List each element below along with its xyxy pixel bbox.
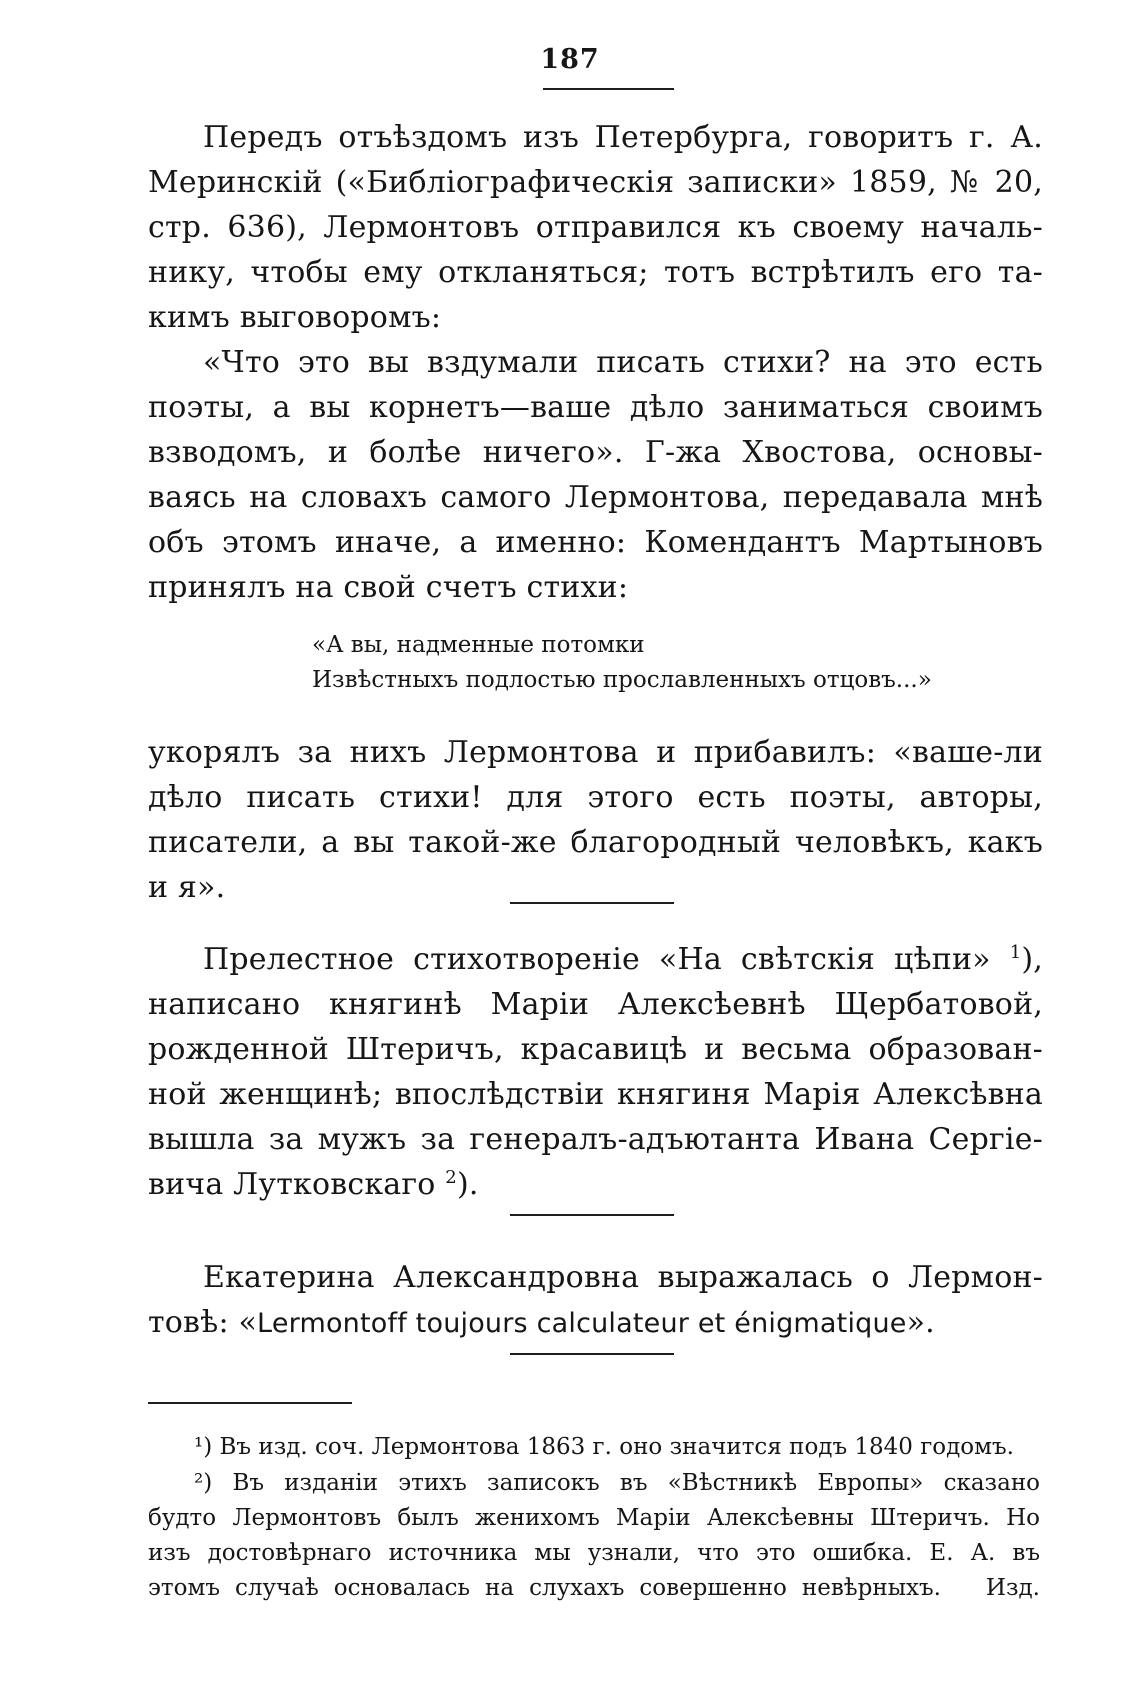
section-divider [510, 902, 674, 904]
text-line: взводомъ, и болѣе ничего». Г-жа Хвостова, основы- [148, 435, 1043, 470]
text-line [148, 1303, 1043, 1344]
footnote-text: этомъ случаѣ основалась на слухахъ совершенно невѣрныхъ. [148, 1575, 941, 1601]
latin-quote: Lermontoff toujours calculateur et énigmatique [257, 1308, 907, 1339]
text-span: ). [456, 1167, 479, 1202]
footnote-rule [148, 1402, 352, 1404]
text-line: принялъ на свой счетъ стихи: [148, 570, 629, 605]
section-divider [510, 1353, 674, 1355]
text-line: объ этомъ иначе, а именно: Комендантъ Мартыновъ [148, 525, 1043, 560]
text-line: писатели, а вы такой-же благородный человѣкъ, какъ [148, 825, 1043, 860]
text-span: ». [906, 1305, 935, 1340]
footnote-ref: 1 [1009, 942, 1022, 963]
footnote-marker: ²) [194, 1470, 213, 1496]
text-line: стр. 636), Лермонтовъ отправился къ своему началь- [148, 210, 1043, 245]
verse-line: «А вы, надменные потомки [312, 632, 645, 658]
footnote-2 [194, 1468, 1040, 1498]
text-line: написано княгинѣ Маріи Алексѣевнѣ Щербатовой, [148, 987, 1043, 1022]
text-line [148, 1165, 1043, 1205]
text-line: рожденной Штеричъ, красавицѣ и весьма образован- [148, 1032, 1043, 1067]
text-line: кимъ выговоромъ: [148, 300, 442, 335]
page-number: 187 [540, 44, 600, 75]
text-line: ной женщинѣ; впослѣдствіи княгиня Марія Алексѣвна [148, 1077, 1043, 1112]
page-number-rule [543, 88, 674, 90]
text-line [203, 940, 1043, 980]
text-line: Екатерина Александровна выражалась о Лермон- [203, 1260, 1043, 1295]
footnote-ref: 2 [445, 1167, 457, 1188]
text-line: Меринскій («Библіографическія записки» 1859, № 20, [148, 165, 1043, 200]
text-span: вича Лутковскаго [148, 1167, 436, 1202]
text-line: Передъ отъѣздомъ изъ Петербурга, говоритъ г. А. [203, 120, 1043, 155]
section-divider [510, 1214, 674, 1216]
text-line: нику, чтобы ему откланяться; тотъ встрѣтилъ его та- [148, 255, 1043, 290]
text-span: ), [1021, 942, 1043, 977]
footnote-line [148, 1573, 1040, 1603]
text-line: и я». [148, 870, 226, 905]
footnote-text: Въ изданіи этихъ записокъ въ «Вѣстникѣ Европы» сказано [232, 1470, 1040, 1496]
text-line: укорялъ за нихъ Лермонтова и прибавилъ: «ваше-ли [148, 735, 1043, 770]
footnote-marker: ¹) [194, 1434, 213, 1460]
text-span: товѣ: « [148, 1305, 258, 1340]
footnote-1 [194, 1432, 1040, 1462]
text-line: поэты, а вы корнетъ—ваше дѣло заниматься своимъ [148, 390, 1043, 425]
verse-line: Извѣстныхъ подлостью прославленныхъ отцовъ...» [312, 667, 932, 693]
text-span: Прелестное стихотвореніе «На свѣтскія цѣпи» [203, 942, 991, 977]
footnote-line: будто Лермонтовъ былъ женихомъ Маріи Алексѣевны Штеричъ. Но [148, 1505, 1040, 1531]
text-line: дѣло писать стихи! для этого есть поэты, авторы, [148, 780, 1043, 815]
footnote-text: Въ изд. соч. Лермонтова 1863 г. оно значится подъ 1840 годомъ. [219, 1434, 1014, 1460]
text-line: вышла за мужъ за генералъ-адъютанта Ивана Сергіе- [148, 1122, 1043, 1157]
text-line: ваясь на словахъ самого Лермонтова, передавала мнѣ [148, 480, 1043, 515]
publisher-note: Изд. [985, 1575, 1040, 1601]
footnote-line: изъ достовѣрнаго источника мы узнали, что это ошибка. Е. А. въ [148, 1540, 1040, 1566]
text-line: «Что это вы вздумали писать стихи? на это есть [203, 345, 1043, 380]
